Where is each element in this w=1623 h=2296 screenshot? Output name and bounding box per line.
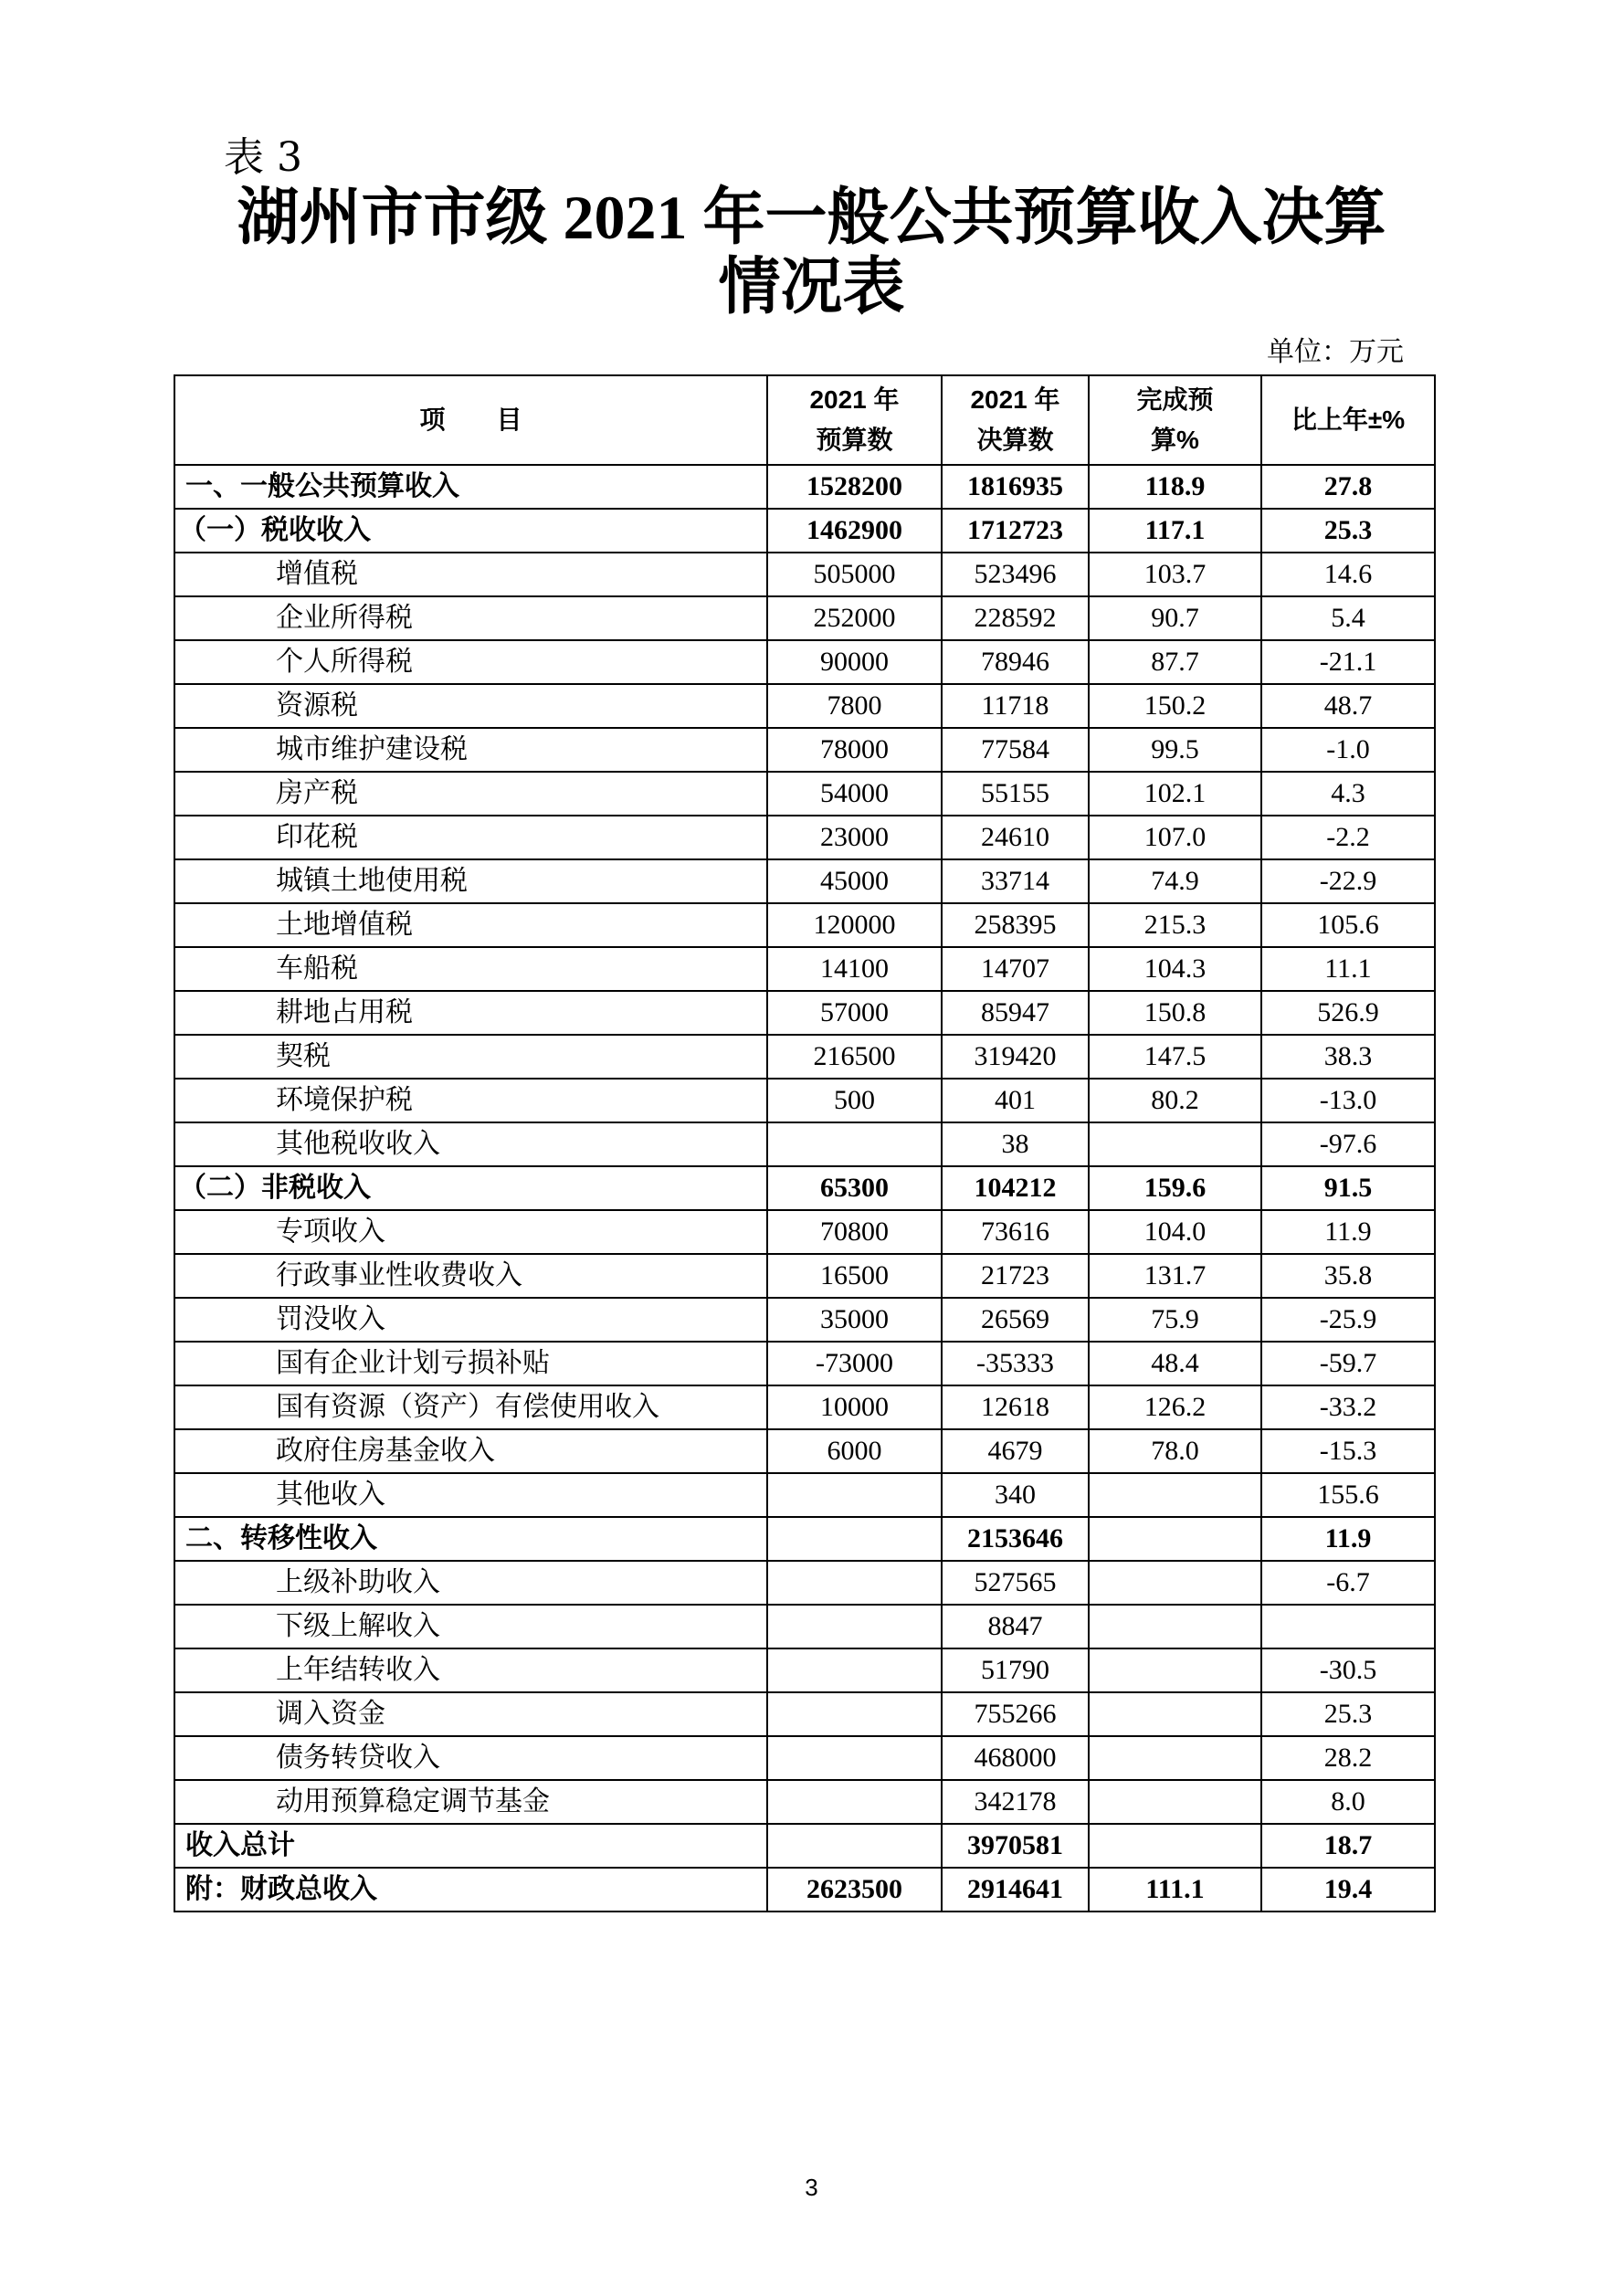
cell-budget (767, 1736, 942, 1780)
cell-yoy: -30.5 (1261, 1648, 1435, 1692)
cell-final: -35333 (942, 1342, 1089, 1385)
cell-final: 8847 (942, 1605, 1089, 1648)
table-row (174, 1342, 1435, 1385)
cell-item: 耕地占用税 (174, 991, 767, 1035)
cell-budget: 45000 (767, 859, 942, 903)
table-row (174, 816, 1435, 859)
table-row (174, 1210, 1435, 1254)
cell-completion: 215.3 (1089, 903, 1261, 947)
cell-yoy: 11.1 (1261, 947, 1435, 991)
cell-completion (1089, 1605, 1261, 1648)
cell-completion (1089, 1824, 1261, 1868)
cell-final: 527565 (942, 1561, 1089, 1605)
cell-item: 二、转移性收入 (174, 1517, 767, 1561)
cell-budget: 57000 (767, 991, 942, 1035)
cell-budget: 90000 (767, 640, 942, 684)
cell-yoy: 25.3 (1261, 1692, 1435, 1736)
cell-yoy: 27.8 (1261, 465, 1435, 509)
cell-completion: 107.0 (1089, 816, 1261, 859)
cell-item: 企业所得税 (174, 596, 767, 640)
cell-final: 73616 (942, 1210, 1089, 1254)
cell-budget: 23000 (767, 816, 942, 859)
cell-final: 33714 (942, 859, 1089, 903)
cell-budget: 14100 (767, 947, 942, 991)
table-row (174, 728, 1435, 772)
header-budget: 2021 年 预算数 (767, 375, 942, 465)
table-row (174, 1122, 1435, 1166)
cell-final: 38 (942, 1122, 1089, 1166)
cell-completion: 104.3 (1089, 947, 1261, 991)
table-row (174, 772, 1435, 816)
cell-budget: 70800 (767, 1210, 942, 1254)
cell-budget: 6000 (767, 1429, 942, 1473)
cell-budget: 500 (767, 1079, 942, 1122)
cell-budget (767, 1517, 942, 1561)
cell-budget (767, 1605, 942, 1648)
table-row (174, 1648, 1435, 1692)
cell-budget: 2623500 (767, 1868, 942, 1912)
cell-yoy: 18.7 (1261, 1824, 1435, 1868)
cell-yoy: -97.6 (1261, 1122, 1435, 1166)
cell-item: 动用预算稳定调节基金 (174, 1780, 767, 1824)
cell-budget (767, 1648, 942, 1692)
cell-budget: 7800 (767, 684, 942, 728)
cell-final: 2914641 (942, 1868, 1089, 1912)
cell-yoy: -21.1 (1261, 640, 1435, 684)
cell-yoy: 91.5 (1261, 1166, 1435, 1210)
table-row (174, 859, 1435, 903)
cell-final: 258395 (942, 903, 1089, 947)
table-row (174, 1605, 1435, 1648)
cell-final: 340 (942, 1473, 1089, 1517)
cell-final: 85947 (942, 991, 1089, 1035)
table-body (174, 465, 1435, 1912)
cell-yoy: 48.7 (1261, 684, 1435, 728)
cell-budget: 16500 (767, 1254, 942, 1298)
cell-item: 债务转贷收入 (174, 1736, 767, 1780)
cell-yoy: -13.0 (1261, 1079, 1435, 1122)
cell-yoy: 105.6 (1261, 903, 1435, 947)
cell-yoy: 38.3 (1261, 1035, 1435, 1079)
cell-yoy: 155.6 (1261, 1473, 1435, 1517)
document-title (0, 183, 1623, 321)
cell-final: 4679 (942, 1429, 1089, 1473)
table-row (174, 947, 1435, 991)
cell-completion: 131.7 (1089, 1254, 1261, 1298)
cell-yoy: -33.2 (1261, 1385, 1435, 1429)
header-completion: 完成预 算% (1089, 375, 1261, 465)
cell-completion (1089, 1517, 1261, 1561)
cell-yoy: -25.9 (1261, 1298, 1435, 1342)
cell-completion: 104.0 (1089, 1210, 1261, 1254)
cell-yoy: 25.3 (1261, 509, 1435, 553)
cell-item: 附：财政总收入 (174, 1868, 767, 1912)
table-row (174, 903, 1435, 947)
cell-final: 55155 (942, 772, 1089, 816)
cell-budget (767, 1473, 942, 1517)
table-row (174, 1473, 1435, 1517)
cell-item: 上年结转收入 (174, 1648, 767, 1692)
header-final: 2021 年 决算数 (942, 375, 1089, 465)
table-row (174, 1517, 1435, 1561)
cell-yoy: 11.9 (1261, 1517, 1435, 1561)
cell-final: 468000 (942, 1736, 1089, 1780)
cell-item: 城镇土地使用税 (174, 859, 767, 903)
cell-completion: 48.4 (1089, 1342, 1261, 1385)
table-row (174, 1780, 1435, 1824)
cell-completion (1089, 1122, 1261, 1166)
cell-item: 上级补助收入 (174, 1561, 767, 1605)
table-row (174, 596, 1435, 640)
cell-yoy: 4.3 (1261, 772, 1435, 816)
cell-budget: 505000 (767, 553, 942, 596)
table-row (174, 1692, 1435, 1736)
revenue-table (174, 374, 1436, 1912)
header-item: 项 目 (174, 375, 767, 465)
cell-yoy: 11.9 (1261, 1210, 1435, 1254)
cell-completion: 87.7 (1089, 640, 1261, 684)
cell-budget: 65300 (767, 1166, 942, 1210)
cell-completion: 75.9 (1089, 1298, 1261, 1342)
cell-item: 土地增值税 (174, 903, 767, 947)
cell-completion (1089, 1692, 1261, 1736)
cell-final: 77584 (942, 728, 1089, 772)
cell-final: 104212 (942, 1166, 1089, 1210)
table-header (174, 375, 1435, 465)
cell-completion: 99.5 (1089, 728, 1261, 772)
header-yoy: 比上年±% (1261, 375, 1435, 465)
cell-final: 342178 (942, 1780, 1089, 1824)
cell-completion (1089, 1473, 1261, 1517)
cell-final: 21723 (942, 1254, 1089, 1298)
cell-yoy: 8.0 (1261, 1780, 1435, 1824)
cell-final: 1712723 (942, 509, 1089, 553)
cell-completion: 150.8 (1089, 991, 1261, 1035)
table-row (174, 1035, 1435, 1079)
cell-item: 罚没收入 (174, 1298, 767, 1342)
table-row (174, 1079, 1435, 1122)
cell-item: 其他收入 (174, 1473, 767, 1517)
cell-yoy: 35.8 (1261, 1254, 1435, 1298)
cell-item: 印花税 (174, 816, 767, 859)
cell-completion: 74.9 (1089, 859, 1261, 903)
cell-completion: 159.6 (1089, 1166, 1261, 1210)
cell-completion: 147.5 (1089, 1035, 1261, 1079)
cell-item: 增值税 (174, 553, 767, 596)
cell-final: 78946 (942, 640, 1089, 684)
cell-budget (767, 1122, 942, 1166)
cell-final: 12618 (942, 1385, 1089, 1429)
cell-item: 资源税 (174, 684, 767, 728)
header-row (174, 375, 1435, 465)
cell-budget: 216500 (767, 1035, 942, 1079)
cell-budget (767, 1824, 942, 1868)
cell-completion: 150.2 (1089, 684, 1261, 728)
table-row (174, 1385, 1435, 1429)
cell-item: 国有资源（资产）有偿使用收入 (174, 1385, 767, 1429)
page-number: 3 (805, 2174, 818, 2201)
table-row (174, 465, 1435, 509)
unit-label: 单位：万元 (1267, 337, 1404, 367)
cell-budget: 35000 (767, 1298, 942, 1342)
cell-item: 专项收入 (174, 1210, 767, 1254)
cell-item: 环境保护税 (174, 1079, 767, 1122)
cell-completion (1089, 1561, 1261, 1605)
cell-item: 调入资金 (174, 1692, 767, 1736)
table-row (174, 1824, 1435, 1868)
cell-item: 车船税 (174, 947, 767, 991)
cell-yoy: 5.4 (1261, 596, 1435, 640)
table-row (174, 509, 1435, 553)
cell-final: 11718 (942, 684, 1089, 728)
cell-budget (767, 1561, 942, 1605)
cell-final: 319420 (942, 1035, 1089, 1079)
cell-completion: 80.2 (1089, 1079, 1261, 1122)
cell-budget: 54000 (767, 772, 942, 816)
cell-budget: 1528200 (767, 465, 942, 509)
cell-budget (767, 1692, 942, 1736)
cell-yoy: 19.4 (1261, 1868, 1435, 1912)
cell-item: 国有企业计划亏损补贴 (174, 1342, 767, 1385)
cell-item: 其他税收收入 (174, 1122, 767, 1166)
cell-completion (1089, 1780, 1261, 1824)
cell-item: 城市维护建设税 (174, 728, 767, 772)
cell-item: 行政事业性收费收入 (174, 1254, 767, 1298)
table-label: 表 3 (224, 134, 302, 181)
cell-item: 一、一般公共预算收入 (174, 465, 767, 509)
table-row (174, 553, 1435, 596)
cell-item: 个人所得税 (174, 640, 767, 684)
cell-item: 下级上解收入 (174, 1605, 767, 1648)
cell-completion: 102.1 (1089, 772, 1261, 816)
cell-completion: 111.1 (1089, 1868, 1261, 1912)
cell-budget: 78000 (767, 728, 942, 772)
cell-completion: 103.7 (1089, 553, 1261, 596)
cell-final: 401 (942, 1079, 1089, 1122)
cell-budget (767, 1780, 942, 1824)
cell-item: （二）非税收入 (174, 1166, 767, 1210)
cell-final: 24610 (942, 816, 1089, 859)
table-row (174, 1868, 1435, 1912)
table-row (174, 991, 1435, 1035)
cell-item: （一）税收收入 (174, 509, 767, 553)
cell-completion: 118.9 (1089, 465, 1261, 509)
title-line-1: 湖州市市级 2021 年一般公共预算收入决算 (237, 183, 1386, 252)
cell-budget: -73000 (767, 1342, 942, 1385)
cell-yoy: 526.9 (1261, 991, 1435, 1035)
cell-final: 26569 (942, 1298, 1089, 1342)
cell-item: 房产税 (174, 772, 767, 816)
cell-yoy: 14.6 (1261, 553, 1435, 596)
cell-item: 政府住房基金收入 (174, 1429, 767, 1473)
cell-final: 14707 (942, 947, 1089, 991)
cell-final: 228592 (942, 596, 1089, 640)
cell-completion (1089, 1736, 1261, 1780)
table-row (174, 1254, 1435, 1298)
cell-final: 51790 (942, 1648, 1089, 1692)
table-row (174, 1561, 1435, 1605)
table-row (174, 1736, 1435, 1780)
title-line-2: 情况表 (718, 252, 905, 321)
cell-completion: 78.0 (1089, 1429, 1261, 1473)
cell-yoy: 28.2 (1261, 1736, 1435, 1780)
table-row (174, 1298, 1435, 1342)
cell-yoy: -2.2 (1261, 816, 1435, 859)
cell-yoy: -22.9 (1261, 859, 1435, 903)
cell-final: 1816935 (942, 465, 1089, 509)
cell-item: 收入总计 (174, 1824, 767, 1868)
table-row (174, 640, 1435, 684)
table-row (174, 1429, 1435, 1473)
cell-budget: 10000 (767, 1385, 942, 1429)
cell-budget: 120000 (767, 903, 942, 947)
table-row (174, 684, 1435, 728)
cell-budget: 1462900 (767, 509, 942, 553)
cell-completion: 126.2 (1089, 1385, 1261, 1429)
table-row (174, 1166, 1435, 1210)
cell-yoy: -1.0 (1261, 728, 1435, 772)
cell-yoy: -15.3 (1261, 1429, 1435, 1473)
cell-final: 2153646 (942, 1517, 1089, 1561)
cell-yoy: -6.7 (1261, 1561, 1435, 1605)
cell-yoy: -59.7 (1261, 1342, 1435, 1385)
cell-yoy (1261, 1605, 1435, 1648)
cell-completion: 90.7 (1089, 596, 1261, 640)
cell-final: 3970581 (942, 1824, 1089, 1868)
cell-item: 契税 (174, 1035, 767, 1079)
cell-final: 755266 (942, 1692, 1089, 1736)
cell-completion: 117.1 (1089, 509, 1261, 553)
cell-final: 523496 (942, 553, 1089, 596)
cell-budget: 252000 (767, 596, 942, 640)
cell-completion (1089, 1648, 1261, 1692)
